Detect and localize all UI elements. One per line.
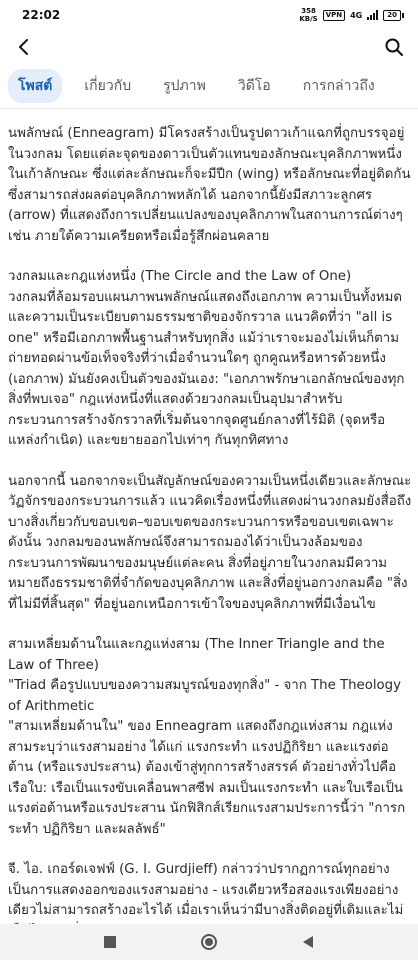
- post-heading: วงกลมและกฎแห่งหนึ่ง (The Circle and the Law of One): [8, 269, 352, 284]
- post-paragraph: [8, 472, 412, 616]
- system-nav-bar: [0, 924, 418, 960]
- triangle-back-icon: [301, 935, 315, 949]
- tab-posts[interactable]: โพสต์: [8, 69, 62, 103]
- status-bar: [0, 0, 418, 30]
- post-paragraph: [8, 267, 412, 452]
- search-icon: [384, 37, 404, 57]
- tab-mentions[interactable]: การกล่าวถึง: [302, 78, 375, 94]
- network-speed: [299, 7, 317, 23]
- status-time: 22:02: [22, 8, 61, 22]
- network-speed-value: 358: [301, 7, 316, 15]
- arrow-left-icon: [15, 38, 33, 56]
- system-back-button[interactable]: [294, 928, 322, 956]
- signal-icon: [367, 10, 378, 20]
- battery-level: 20: [383, 10, 401, 21]
- tabs-divider: [0, 108, 418, 109]
- post-paragraph: [8, 635, 412, 840]
- network-speed-unit: KB/S: [299, 15, 318, 23]
- post-text: จี. ไอ. เกอร์ดเจฟฟ์ (G. I. Gurdjieff) กล่าวว่าปรากฏการณ์ทุกอย่างเป็นการแสดงออกของแรงสามอย่าง - แรงเดียวหรือสองแรงเพียงอย่างเดียวไม่สามารถสร้างอะไรได้ เมื่อเราเห็นว่ามีบางสิ่งติดอยู่ที่เดิมและไม่: [8, 862, 404, 918]
- recents-button[interactable]: [96, 928, 124, 956]
- search-button[interactable]: [380, 33, 408, 61]
- post-heading: สามเหลี่ยมด้านในและกฎแห่งสาม (The Inner Triangle and the Law of Three): [8, 637, 385, 673]
- top-bar: [0, 30, 418, 64]
- post-text: "สามเหลี่ยมด้านใน" ของ Enneagram แสดงถึงกฎแห่งสาม กฎแห่งสามระบุว่าแรงสามอย่าง ได้แก่ แรงกระทำ แรงปฏิกิริยา และแรงต่อต้าน (หรือแรงประสาน) ต้องเข้าสู่ทุกการสร้างสรรค์ ตัวอย่างทั่วไปคือเรือใบ: เรือเป็นแรงขับเคลื่อนพาสซีฟ ลมเป็นแรงกระทำ และใบเรือเป็นแรงต่อต้านหรือแรงประสาน นักฟิสิกส์เรียกแรงสามประการนี้ว่า "การกระทำ ปฏิกิริยา และผลลัพธ์": [8, 719, 406, 837]
- post-text: นอกจากนี้ นอกจากจะเป็นสัญลักษณ์ของความเป็นหนึ่งเดียวและลักษณะวัฏจักรของกระบวนการแล้ว แนวคิดเรื่องหนึ่งที่แสดงผ่านวงกลมยังสื่อถึงบางสิ่งเกี่ยวกับขอบเขต–ขอบเขตของกระบวนการหรือขอบเขตเฉพาะ ดังนั้น วงกลมของนพลักษณ์จึงสามารถมองได้ว่าเป็นวงล้อมของกระบวนการพัฒนาของมนุษย์แต่ละคน สิ่งที่อยู่ภายในวงกลมมีความหมายถึงธรรมชาติที่จำกัดของบุคลิกภาพ และสิ่งที่อยู่นอกวงกลมคือ "สิ่งที่ไม่มีที่สิ้นสุด" ที่อยู่นอกเหนือการเข้าใจของบุคลิกภาพที่มีเงื่อนไข: [8, 473, 412, 612]
- post-text: วงกลมที่ล้อมรอบแผนภาพนพลักษณ์แสดงถึงเอกภาพ ความเป็นทั้งหมด และความเป็นระเบียบตามธรรมชาติของจักรวาล แนวคิดที่ว่า "all is one" หรือมีเอกภาพพื้นฐานสำหรับทุกสิ่ง แม้ว่าเราจะมองไม่เห็นก็ตาม ถ่ายทอดผ่านข้อเท็จจริงที่ว่าเมื่อจำนวนใดๆ ถูกคูณหรือหารด้วยหนึ่ง (เอกภาพ) มันยังคงเป็นตัวของมันเอง: "เอกภาพรักษาเอกลักษณ์ของทุกสิ่งที่พบเจอ" กฎแห่งหนึ่งที่แสดงด้วยวงกลมเป็นอุปมาสำหรับกระบวนการสร้างจักรวาลที่เริ่มต้นจากจุดศูนย์กลางที่ไร้มิติ (จุดหรือแหล่งกำเนิด) และขยายออกไปเท่าๆ กันทุกทิศทาง: [8, 289, 405, 448]
- tab-photos[interactable]: รูปภาพ: [163, 78, 206, 94]
- post-body[interactable]: [8, 124, 412, 924]
- tab-about[interactable]: เกี่ยวกับ: [84, 78, 132, 94]
- vpn-icon: VPN: [323, 10, 345, 21]
- square-icon: [103, 935, 117, 949]
- circle-icon: [200, 933, 218, 951]
- network-type: 4G: [350, 10, 363, 20]
- back-button[interactable]: [10, 33, 38, 61]
- tab-videos[interactable]: วิดีโอ: [237, 78, 271, 94]
- profile-tabs: [0, 68, 418, 104]
- post-text: นพลักษณ์ (Enneagram) มีโครงสร้างเป็นรูปดาวเก้าแฉกที่ถูกบรรจุอยู่ในวงกลม โดยแต่ละจุดของดาวเป็นตัวแทนของลักษณะบุคลิกภาพหนึ่งในเก้าลักษณะ ซึ่งแต่ละลักษณะก็จะมีปีก (wing) หรือลักษณะที่อยู่ติดกัน ซึ่งสามารถส่งผลต่อบุคลิกภาพหลักได้ นอกจากนี้ยังมีสภาวะลูกศร (arrow) ที่แสดงถึงการเปลี่ยนแปลงของบุคลิกภาพในสถานการณ์ต่างๆ เช่น ภายใต้ความเครียดหรือเมื่อรู้สึกผ่อนคลาย: [8, 126, 411, 244]
- post-paragraph: [8, 124, 412, 247]
- status-icons: [299, 7, 404, 23]
- post-quote: "Triad คือรูปแบบของความสมบูรณ์ของทุกสิ่ง" - จาก The Theology of Arithmetic: [8, 678, 401, 714]
- battery-icon: [383, 10, 404, 21]
- home-button[interactable]: [195, 928, 223, 956]
